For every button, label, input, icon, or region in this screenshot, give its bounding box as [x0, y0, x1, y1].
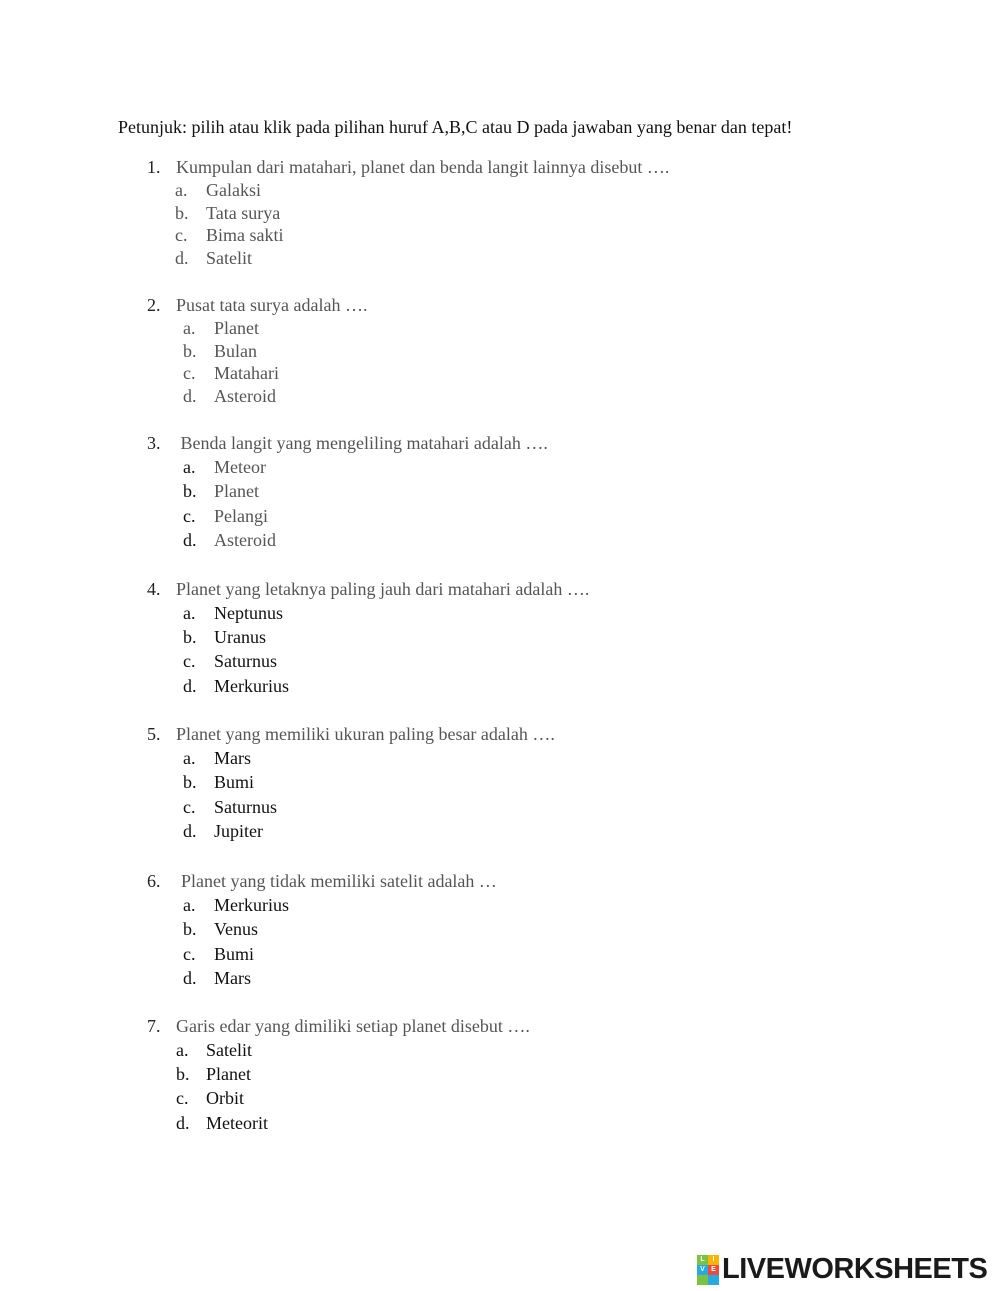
option-letter[interactable]: a. — [176, 1040, 189, 1060]
option-letter[interactable]: d. — [175, 247, 189, 268]
option-d[interactable] — [183, 385, 367, 408]
question-text: Kumpulan dari matahari, planet dan benda langit lainnya disebut …. — [176, 157, 670, 177]
option-letter[interactable]: b. — [183, 772, 197, 793]
option-text: Merkurius — [214, 895, 289, 915]
logo-mark-l: L — [697, 1255, 708, 1265]
question-text: Planet yang letaknya paling jauh dari matahari adalah …. — [176, 579, 590, 599]
option-text: Jupiter — [214, 821, 263, 842]
option-d[interactable] — [183, 528, 548, 552]
logo-mark-i: I — [708, 1255, 719, 1265]
option-text: Satelit — [206, 1040, 252, 1060]
option-c[interactable] — [183, 362, 367, 385]
option-letter[interactable]: c. — [176, 1088, 189, 1109]
option-a[interactable] — [183, 601, 589, 625]
option-text: Bima sakti — [206, 225, 284, 246]
option-b[interactable] — [175, 202, 669, 225]
option-text: Planet — [214, 481, 259, 502]
option-text: Bumi — [214, 772, 255, 793]
option-letter[interactable]: b. — [183, 340, 197, 361]
option-letter[interactable]: a. — [183, 457, 196, 477]
option-b[interactable] — [183, 340, 367, 363]
option-text: Bumi — [214, 943, 255, 964]
option-letter[interactable]: c. — [175, 225, 188, 246]
option-text: Uranus — [214, 627, 266, 648]
option-text: Merkurius — [214, 675, 289, 696]
option-b[interactable] — [176, 1062, 530, 1086]
option-letter[interactable]: b. — [175, 202, 189, 223]
option-letter[interactable]: d. — [183, 821, 197, 842]
question-text: Planet yang memiliki ukuran paling besar adalah …. — [176, 724, 555, 744]
liveworksheets-logo — [697, 1253, 987, 1286]
option-a[interactable] — [183, 893, 497, 917]
option-text: Bulan — [214, 340, 257, 361]
option-letter[interactable]: c. — [183, 651, 196, 672]
option-letter[interactable]: b. — [176, 1064, 190, 1085]
option-a[interactable] — [183, 746, 555, 770]
option-text: Neptunus — [214, 603, 283, 623]
question-6 — [147, 869, 497, 991]
instructions: Petunjuk: pilih atau klik pada pilihan huruf A,B,C atau D pada jawaban yang benar dan tepat! — [118, 117, 793, 137]
option-c[interactable] — [175, 224, 669, 247]
question-number: 1. — [147, 157, 161, 177]
option-letter[interactable]: b. — [183, 919, 197, 940]
option-text: Meteor — [214, 457, 266, 477]
question-number: 6. — [147, 871, 161, 891]
question-1 — [147, 155, 669, 269]
option-text: Mars — [214, 968, 251, 989]
option-letter[interactable]: b. — [183, 481, 197, 502]
option-text: Venus — [214, 919, 258, 940]
option-letter[interactable]: c. — [183, 943, 196, 964]
logo-text: LIVEWORKSHEETS — [722, 1253, 988, 1285]
option-text: Planet — [214, 318, 259, 338]
option-text: Saturnus — [214, 796, 277, 817]
option-text: Orbit — [206, 1088, 244, 1109]
option-d[interactable] — [183, 674, 589, 698]
option-c[interactable] — [183, 942, 497, 966]
option-text: Tata surya — [206, 202, 281, 223]
option-letter[interactable]: a. — [183, 318, 196, 338]
option-d[interactable] — [183, 966, 497, 990]
option-text: Pelangi — [214, 505, 268, 526]
question-number: 7. — [147, 1016, 161, 1036]
option-letter[interactable]: a. — [183, 895, 196, 915]
logo-mark-v: V — [697, 1265, 708, 1275]
option-c[interactable] — [183, 795, 555, 819]
question-text: Pusat tata surya adalah …. — [176, 295, 368, 315]
option-letter[interactable]: c. — [183, 363, 196, 384]
question-text: Planet yang tidak memiliki satelit adalah … — [181, 871, 497, 891]
option-b[interactable] — [183, 770, 555, 794]
question-4 — [147, 577, 589, 698]
option-c[interactable] — [183, 649, 589, 673]
option-letter[interactable]: c. — [183, 505, 196, 526]
option-text: Planet — [206, 1064, 251, 1085]
option-a[interactable] — [176, 1038, 530, 1062]
option-letter[interactable]: c. — [183, 796, 196, 817]
option-letter[interactable]: d. — [183, 968, 197, 989]
question-5 — [147, 722, 555, 844]
question-number: 5. — [147, 724, 161, 744]
option-text: Mars — [214, 748, 251, 768]
option-b[interactable] — [183, 479, 548, 503]
option-letter[interactable]: a. — [183, 603, 196, 623]
option-b[interactable] — [183, 625, 589, 649]
option-letter[interactable]: d. — [183, 530, 197, 551]
option-letter[interactable]: a. — [175, 180, 188, 200]
option-letter[interactable]: d. — [183, 385, 197, 406]
option-letter[interactable]: d. — [176, 1112, 190, 1133]
option-d[interactable] — [183, 819, 555, 843]
option-letter[interactable]: b. — [183, 627, 197, 648]
question-text: Benda langit yang mengeliling matahari adalah …. — [176, 433, 548, 453]
question-2 — [147, 293, 367, 407]
option-text: Matahari — [214, 363, 279, 384]
question-text: Garis edar yang dimiliki setiap planet disebut …. — [176, 1016, 530, 1036]
option-c[interactable] — [176, 1086, 530, 1110]
question-3 — [147, 431, 548, 553]
question-7 — [147, 1014, 530, 1135]
option-a[interactable] — [175, 179, 669, 202]
logo-mark-e: E — [708, 1265, 719, 1275]
option-text: Saturnus — [214, 651, 277, 672]
option-a[interactable] — [183, 455, 548, 479]
option-text: Satelit — [206, 247, 252, 268]
option-d[interactable] — [175, 247, 669, 270]
question-number: 4. — [147, 579, 161, 599]
option-text: Asteroid — [214, 385, 276, 406]
option-d[interactable] — [176, 1111, 530, 1135]
option-a[interactable] — [183, 317, 367, 340]
logo-mark-icon — [697, 1255, 719, 1285]
option-text: Asteroid — [214, 530, 276, 551]
option-text: Galaksi — [206, 180, 261, 200]
option-letter[interactable]: a. — [183, 748, 196, 768]
option-text: Meteorit — [206, 1112, 268, 1133]
option-letter[interactable]: d. — [183, 675, 197, 696]
question-number: 3. — [147, 433, 161, 453]
question-number: 2. — [147, 295, 161, 315]
option-c[interactable] — [183, 504, 548, 528]
option-b[interactable] — [183, 917, 497, 941]
